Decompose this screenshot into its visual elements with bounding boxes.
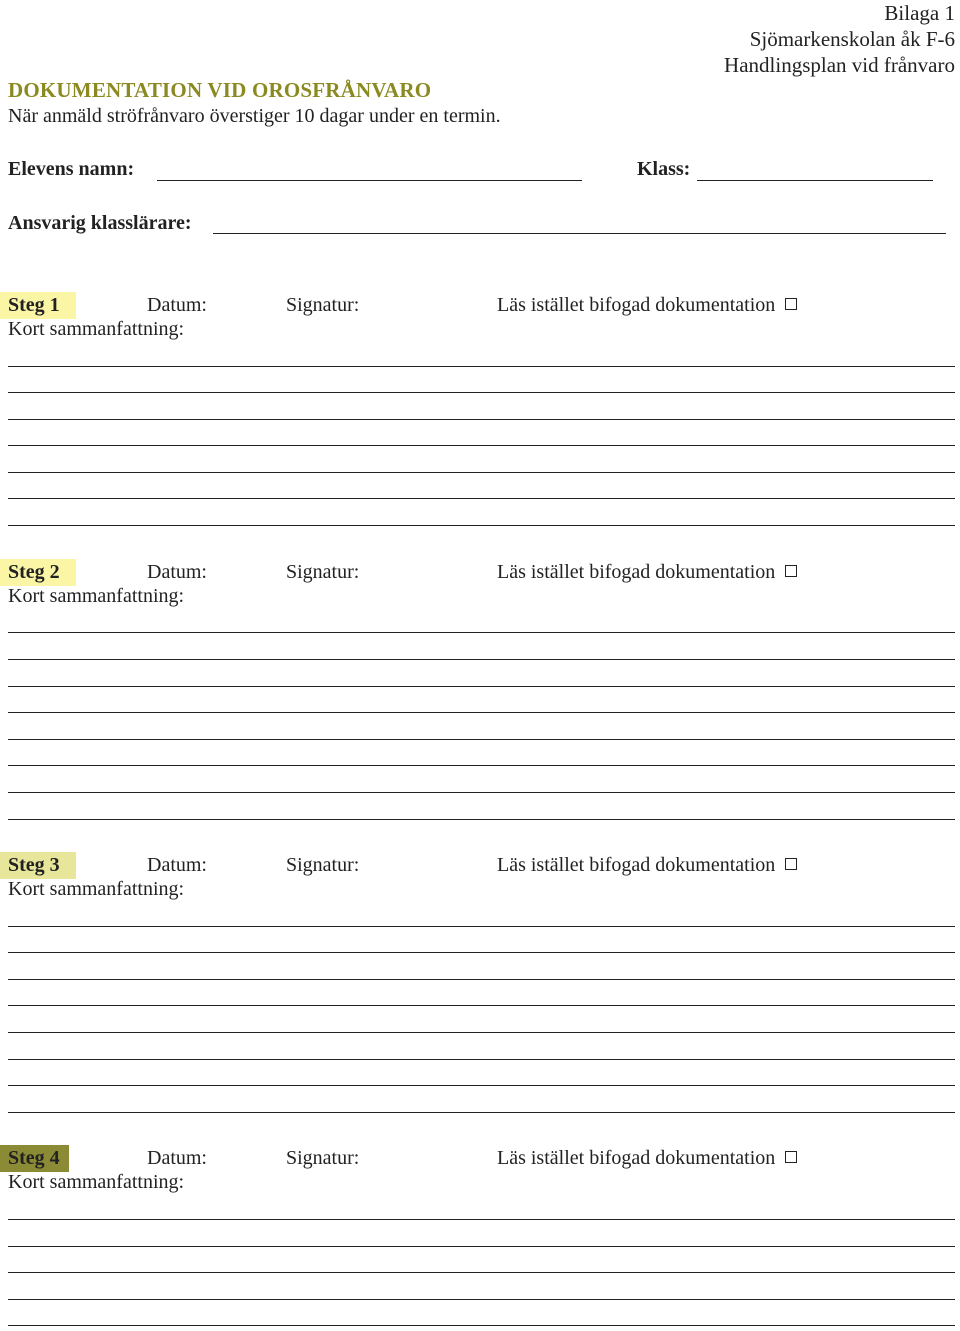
step-4-attached-doc-label: Läs istället bifogad dokumentation [497,1147,776,1169]
step-2-checkbox[interactable] [785,565,797,577]
step-3-signature-label: Signatur: [286,854,360,876]
step-4-summary-line[interactable] [8,1299,955,1300]
page-subtitle: När anmäld ströfrånvaro överstiger 10 dagar under en termin. [8,105,501,127]
step-2-label: Steg 2 [0,559,76,586]
step-3-checkbox[interactable] [785,858,797,870]
step-4-summary-line[interactable] [8,1272,955,1273]
step-2-summary-line[interactable] [8,712,955,713]
step-1-summary-line[interactable] [8,525,955,526]
step-4-summary-line[interactable] [8,1246,955,1247]
step-3-header [0,852,960,880]
step-3-summary-line[interactable] [8,1085,955,1086]
step-4-summary-label: Kort sammanfattning: [8,1171,185,1193]
step-2-summary-line[interactable] [8,792,955,793]
class-field[interactable] [697,180,933,181]
school-name: Sjömarkenskolan åk F-6 [749,27,955,51]
step-2-summary-line[interactable] [8,739,955,740]
step-3-summary-label: Kort sammanfattning: [8,878,185,900]
step-1-label: Steg 1 [0,292,76,319]
step-3-summary-line[interactable] [8,1032,955,1033]
step-1-signature-label: Signatur: [286,294,360,316]
step-2-header [0,559,960,587]
step-3-summary-line[interactable] [8,1112,955,1113]
student-name-field[interactable] [157,180,582,181]
step-4-header [0,1145,960,1173]
step-3-summary-line[interactable] [8,1059,955,1060]
class-label: Klass: [637,158,691,180]
step-1-date-label: Datum: [147,294,207,316]
step-1-checkbox[interactable] [785,298,797,310]
step-3-summary-line[interactable] [8,1005,955,1006]
step-3-label: Steg 3 [0,852,76,879]
step-2-attached-doc [497,559,797,586]
step-3-date-label: Datum: [147,854,207,876]
step-2-summary-line[interactable] [8,632,955,633]
step-3-summary-line[interactable] [8,979,955,980]
step-4-checkbox[interactable] [785,1151,797,1163]
step-3-summary-line[interactable] [8,952,955,953]
step-1-summary-label: Kort sammanfattning: [8,318,185,340]
step-3-summary-line[interactable] [8,926,955,927]
attachment-label: Bilaga 1 [884,1,955,25]
student-name-label: Elevens namn: [8,158,135,180]
step-1-summary-line[interactable] [8,472,955,473]
teacher-field[interactable] [213,233,946,234]
step-1-attached-doc-label: Läs istället bifogad dokumentation [497,294,776,316]
step-4-summary-line[interactable] [8,1219,955,1220]
step-4-summary-line[interactable] [8,1325,955,1326]
step-2-signature-label: Signatur: [286,561,360,583]
step-1-summary-line[interactable] [8,445,955,446]
page-title: DOKUMENTATION VID OROSFRÅNVARO [8,78,432,102]
step-2-summary-line[interactable] [8,686,955,687]
step-2-summary-line[interactable] [8,659,955,660]
step-2-summary-line[interactable] [8,765,955,766]
step-1-summary-line[interactable] [8,498,955,499]
step-3-attached-doc-label: Läs istället bifogad dokumentation [497,854,776,876]
step-1-summary-line[interactable] [8,392,955,393]
step-1-summary-line[interactable] [8,419,955,420]
step-4-attached-doc [497,1145,797,1172]
step-4-date-label: Datum: [147,1147,207,1169]
step-2-summary-line[interactable] [8,819,955,820]
step-4-label: Steg 4 [0,1145,69,1172]
step-1-header [0,292,960,320]
teacher-label: Ansvarig klasslärare: [8,212,192,234]
step-1-attached-doc [497,292,797,319]
step-1-summary-line[interactable] [8,366,955,367]
step-2-attached-doc-label: Läs istället bifogad dokumentation [497,561,776,583]
plan-name: Handlingsplan vid frånvaro [724,53,955,77]
step-2-summary-label: Kort sammanfattning: [8,585,185,607]
step-2-date-label: Datum: [147,561,207,583]
step-4-signature-label: Signatur: [286,1147,360,1169]
document-header [724,0,955,78]
step-3-attached-doc [497,852,797,879]
